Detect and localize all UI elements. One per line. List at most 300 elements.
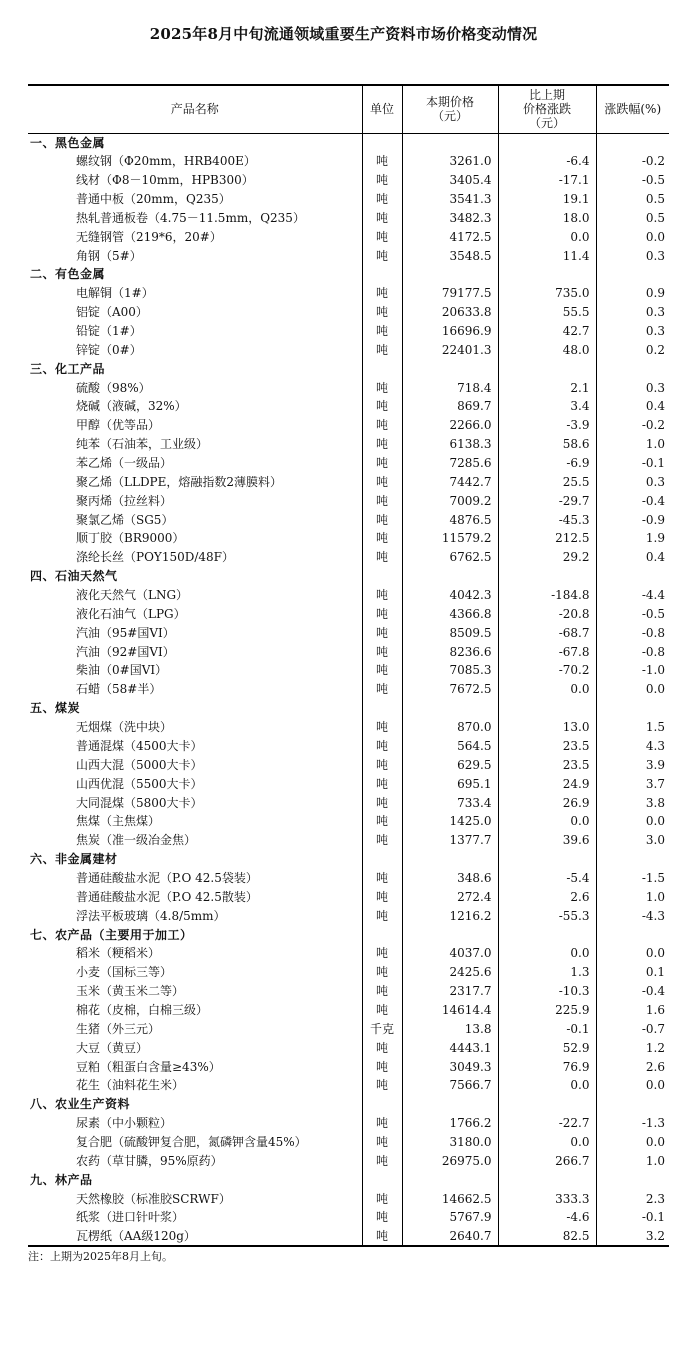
table-row	[28, 152, 669, 171]
category-price	[402, 1170, 498, 1189]
product-name: 石蜡（58#半）	[76, 682, 162, 697]
header-change-line-1: 比上期	[528, 88, 565, 103]
price-change: 25.5	[498, 472, 596, 491]
table-row	[28, 529, 669, 548]
category-change	[498, 265, 596, 284]
table-row	[28, 737, 669, 756]
unit: 吨	[362, 680, 402, 699]
category-change	[498, 925, 596, 944]
table-row	[28, 642, 669, 661]
table-row	[28, 1227, 669, 1246]
category-price	[402, 850, 498, 869]
table-row	[28, 208, 669, 227]
change-pct: 0.0	[596, 944, 669, 963]
unit: 吨	[362, 152, 402, 171]
table-row	[28, 604, 669, 623]
table-row	[28, 322, 669, 341]
change-pct: 3.9	[596, 755, 669, 774]
price-change: -20.8	[498, 604, 596, 623]
price-change: -3.9	[498, 416, 596, 435]
category-unit	[362, 925, 402, 944]
price-change: 23.5	[498, 755, 596, 774]
change-pct: 0.0	[596, 812, 669, 831]
table-row	[28, 831, 669, 850]
change-pct: 0.4	[596, 397, 669, 416]
header-change	[498, 85, 596, 133]
category-pct	[596, 567, 669, 586]
product-name: 无缝钢管（219*6，20#）	[76, 229, 222, 244]
unit: 吨	[362, 1208, 402, 1227]
unit: 吨	[362, 246, 402, 265]
table-row	[28, 982, 669, 1001]
change-pct: -0.1	[596, 1208, 669, 1227]
product-name: 硫酸（98%）	[76, 380, 151, 395]
product-name: 铝锭（A00）	[76, 305, 148, 320]
product-name: 尿素（中小颗粒）	[76, 1116, 173, 1131]
table-row	[28, 755, 669, 774]
current-price: 5767.9	[402, 1208, 498, 1227]
current-price: 26975.0	[402, 1151, 498, 1170]
price-change: 26.9	[498, 793, 596, 812]
product-name: 顺丁胶（BR9000）	[76, 531, 185, 546]
table-header	[28, 85, 669, 133]
table-row	[28, 1133, 669, 1152]
unit: 吨	[362, 322, 402, 341]
table-row	[28, 887, 669, 906]
product-name: 纸浆（进口针叶浆）	[76, 1210, 185, 1225]
price-change: 18.0	[498, 208, 596, 227]
category-pct	[596, 133, 669, 152]
category-pct	[596, 850, 669, 869]
price-change: 58.6	[498, 435, 596, 454]
unit: 吨	[362, 963, 402, 982]
category-unit	[362, 265, 402, 284]
price-change: 266.7	[498, 1151, 596, 1170]
table-row	[28, 1208, 669, 1227]
category-change	[498, 850, 596, 869]
product-name: 聚乙烯（LLDPE，熔融指数2薄膜料）	[76, 474, 283, 489]
table-row	[28, 1001, 669, 1020]
unit: 吨	[362, 1227, 402, 1246]
header-name: 产品名称	[28, 85, 362, 133]
product-name: 液化天然气（LNG）	[76, 588, 189, 603]
category-row	[28, 265, 669, 284]
change-pct: 0.4	[596, 548, 669, 567]
category-change	[498, 133, 596, 152]
current-price: 4172.5	[402, 227, 498, 246]
current-price: 20633.8	[402, 303, 498, 322]
header-unit: 单位	[362, 85, 402, 133]
table-row	[28, 680, 669, 699]
table-row	[28, 397, 669, 416]
change-pct: 0.0	[596, 227, 669, 246]
price-change: 0.0	[498, 1133, 596, 1152]
current-price: 7566.7	[402, 1076, 498, 1095]
category-label: 五、煤炭	[30, 701, 81, 716]
category-row	[28, 133, 669, 152]
price-change: 13.0	[498, 718, 596, 737]
current-price: 869.7	[402, 397, 498, 416]
product-name: 无烟煤（洗中块）	[76, 720, 173, 735]
change-pct: 0.0	[596, 1076, 669, 1095]
unit: 吨	[362, 1189, 402, 1208]
current-price: 3049.3	[402, 1057, 498, 1076]
table-row	[28, 190, 669, 209]
current-price: 8236.6	[402, 642, 498, 661]
table-row	[28, 1151, 669, 1170]
price-change: -6.9	[498, 454, 596, 473]
product-name: 复合肥（硫酸钾复合肥，氮磷钾含量45%）	[76, 1134, 307, 1149]
price-table	[28, 84, 669, 1247]
product-name: 豆粕（粗蛋白含量≥43%）	[76, 1059, 221, 1074]
current-price: 7085.3	[402, 661, 498, 680]
current-price: 16696.9	[402, 322, 498, 341]
category-change	[498, 1095, 596, 1114]
change-pct: -0.8	[596, 642, 669, 661]
category-label: 八、农业生产资料	[30, 1097, 131, 1112]
product-name: 聚丙烯（拉丝料）	[76, 493, 173, 508]
category-row	[28, 850, 669, 869]
change-pct: 3.2	[596, 1227, 669, 1246]
change-pct: 1.5	[596, 718, 669, 737]
change-pct: 3.8	[596, 793, 669, 812]
price-change: -29.7	[498, 491, 596, 510]
category-price	[402, 265, 498, 284]
current-price: 7672.5	[402, 680, 498, 699]
price-change: -67.8	[498, 642, 596, 661]
current-price: 564.5	[402, 737, 498, 756]
price-change: 19.1	[498, 190, 596, 209]
unit: 吨	[362, 1151, 402, 1170]
table-row	[28, 472, 669, 491]
change-pct: 1.9	[596, 529, 669, 548]
category-row	[28, 699, 669, 718]
table-row	[28, 1038, 669, 1057]
table-row	[28, 416, 669, 435]
product-name: 苯乙烯（一级品）	[76, 456, 173, 471]
product-name: 生猪（外三元）	[76, 1021, 161, 1036]
price-change: 55.5	[498, 303, 596, 322]
change-pct: -0.5	[596, 604, 669, 623]
change-pct: 0.0	[596, 1133, 669, 1152]
price-change: -68.7	[498, 623, 596, 642]
footnote: 注：上期为2025年8月上旬。	[28, 1250, 173, 1263]
category-unit	[362, 133, 402, 152]
unit: 吨	[362, 982, 402, 1001]
category-label: 四、石油天然气	[30, 569, 118, 584]
category-price	[402, 567, 498, 586]
price-change: 0.0	[498, 812, 596, 831]
current-price: 4037.0	[402, 944, 498, 963]
unit: 吨	[362, 906, 402, 925]
product-name: 稻米（粳稻米）	[76, 946, 161, 961]
category-pct	[596, 359, 669, 378]
table-row	[28, 171, 669, 190]
category-pct	[596, 1095, 669, 1114]
product-name: 大豆（黄豆）	[76, 1040, 149, 1055]
change-pct: -0.2	[596, 152, 669, 171]
price-change: 3.4	[498, 397, 596, 416]
price-change: -184.8	[498, 586, 596, 605]
change-pct: 0.3	[596, 378, 669, 397]
product-name: 汽油（95#国VI）	[76, 625, 175, 640]
unit: 吨	[362, 529, 402, 548]
product-name: 线材（Φ8－10mm，HPB300）	[76, 173, 254, 188]
header-price	[402, 85, 498, 133]
unit: 吨	[362, 1001, 402, 1020]
category-change	[498, 359, 596, 378]
price-change: 82.5	[498, 1227, 596, 1246]
current-price: 629.5	[402, 755, 498, 774]
price-change: 0.0	[498, 227, 596, 246]
category-label: 二、有色金属	[30, 267, 106, 282]
current-price: 3261.0	[402, 152, 498, 171]
table-row	[28, 435, 669, 454]
change-pct: 2.6	[596, 1057, 669, 1076]
table-row	[28, 548, 669, 567]
table-row	[28, 869, 669, 888]
unit: 吨	[362, 491, 402, 510]
current-price: 6138.3	[402, 435, 498, 454]
price-change: -6.4	[498, 152, 596, 171]
current-price: 2425.6	[402, 963, 498, 982]
category-unit	[362, 1095, 402, 1114]
table-row	[28, 227, 669, 246]
unit: 吨	[362, 944, 402, 963]
change-pct: 0.3	[596, 322, 669, 341]
product-name: 棉花（皮棉，白棉三级）	[76, 1002, 209, 1017]
product-name: 纯苯（石油苯，工业级）	[76, 437, 209, 452]
page-title: 2025年8月中旬流通领域重要生产资料市场价格变动情况	[149, 25, 538, 43]
price-change: 11.4	[498, 246, 596, 265]
table-row	[28, 944, 669, 963]
category-row	[28, 1095, 669, 1114]
unit: 吨	[362, 623, 402, 642]
category-change	[498, 699, 596, 718]
category-price	[402, 359, 498, 378]
current-price: 695.1	[402, 774, 498, 793]
table-row	[28, 1114, 669, 1133]
product-name: 天然橡胶（标准胶SCRWF）	[76, 1191, 231, 1206]
change-pct: -4.3	[596, 906, 669, 925]
unit: 吨	[362, 284, 402, 303]
price-change: 225.9	[498, 1001, 596, 1020]
change-pct: 4.3	[596, 737, 669, 756]
change-pct: 0.5	[596, 190, 669, 209]
price-change: 76.9	[498, 1057, 596, 1076]
change-pct: 0.5	[596, 208, 669, 227]
category-price	[402, 699, 498, 718]
category-unit	[362, 699, 402, 718]
change-pct: -1.5	[596, 869, 669, 888]
unit: 吨	[362, 642, 402, 661]
unit: 吨	[362, 208, 402, 227]
change-pct: 0.1	[596, 963, 669, 982]
change-pct: -0.5	[596, 171, 669, 190]
current-price: 13.8	[402, 1019, 498, 1038]
change-pct: -0.7	[596, 1019, 669, 1038]
unit: 吨	[362, 1076, 402, 1095]
table-row	[28, 718, 669, 737]
price-change: -55.3	[498, 906, 596, 925]
unit: 吨	[362, 812, 402, 831]
category-unit	[362, 567, 402, 586]
product-name: 玉米（黄玉米二等）	[76, 984, 185, 999]
product-name: 山西优混（5500大卡）	[76, 776, 203, 791]
category-price	[402, 133, 498, 152]
product-name: 聚氯乙烯（SG5）	[76, 512, 174, 527]
price-change: 52.9	[498, 1038, 596, 1057]
table-row	[28, 623, 669, 642]
unit: 吨	[362, 831, 402, 850]
price-change: 2.1	[498, 378, 596, 397]
current-price: 2266.0	[402, 416, 498, 435]
table-row	[28, 246, 669, 265]
product-name: 普通硅酸盐水泥（P.O 42.5散装）	[76, 889, 258, 904]
category-change	[498, 1170, 596, 1189]
current-price: 1766.2	[402, 1114, 498, 1133]
product-name: 液化石油气（LPG）	[76, 606, 186, 621]
category-row	[28, 359, 669, 378]
category-label: 六、非金属建材	[30, 852, 118, 867]
change-pct: 1.0	[596, 435, 669, 454]
table-row	[28, 510, 669, 529]
change-pct: 0.2	[596, 340, 669, 359]
current-price: 4443.1	[402, 1038, 498, 1057]
product-name: 焦炭（准一级冶金焦）	[76, 833, 197, 848]
price-change: 1.3	[498, 963, 596, 982]
current-price: 1425.0	[402, 812, 498, 831]
price-change: 2.6	[498, 887, 596, 906]
change-pct: 2.3	[596, 1189, 669, 1208]
product-name: 焦煤（主焦煤）	[76, 814, 161, 829]
product-name: 小麦（国标三等）	[76, 965, 173, 980]
price-change: -22.7	[498, 1114, 596, 1133]
unit: 吨	[362, 548, 402, 567]
current-price: 4042.3	[402, 586, 498, 605]
current-price: 4876.5	[402, 510, 498, 529]
table-row	[28, 1019, 669, 1038]
change-pct: 1.6	[596, 1001, 669, 1020]
current-price: 718.4	[402, 378, 498, 397]
change-pct: 3.7	[596, 774, 669, 793]
change-pct: 0.9	[596, 284, 669, 303]
change-pct: 3.0	[596, 831, 669, 850]
product-name: 螺纹钢（Φ20mm，HRB400E）	[76, 154, 256, 169]
price-change: 42.7	[498, 322, 596, 341]
category-row	[28, 567, 669, 586]
unit: 吨	[362, 1114, 402, 1133]
price-change: 0.0	[498, 944, 596, 963]
category-pct	[596, 265, 669, 284]
product-name: 普通中板（20mm，Q235）	[76, 192, 231, 206]
unit: 吨	[362, 774, 402, 793]
unit: 吨	[362, 510, 402, 529]
current-price: 3405.4	[402, 171, 498, 190]
table-row	[28, 906, 669, 925]
table-body	[28, 133, 669, 1246]
product-name: 花生（油料花生米）	[76, 1078, 185, 1093]
unit: 吨	[362, 586, 402, 605]
unit: 吨	[362, 1133, 402, 1152]
change-pct: -0.9	[596, 510, 669, 529]
header-change-line-2: 价格涨跌	[522, 102, 571, 117]
unit: 吨	[362, 340, 402, 359]
current-price: 11579.2	[402, 529, 498, 548]
price-change: 735.0	[498, 284, 596, 303]
current-price: 1377.7	[402, 831, 498, 850]
header-price-line-2: （元）	[431, 109, 468, 124]
price-change: -17.1	[498, 171, 596, 190]
table-row	[28, 378, 669, 397]
table-row	[28, 454, 669, 473]
change-pct: 1.0	[596, 1151, 669, 1170]
category-unit	[362, 850, 402, 869]
category-unit	[362, 1170, 402, 1189]
current-price: 870.0	[402, 718, 498, 737]
product-name: 大同混煤（5800大卡）	[76, 795, 203, 810]
change-pct: -0.1	[596, 454, 669, 473]
unit: 千克	[362, 1019, 402, 1038]
product-name: 汽油（92#国VI）	[76, 644, 175, 659]
product-name: 角钢（5#）	[76, 248, 142, 263]
table-row	[28, 586, 669, 605]
current-price: 3541.3	[402, 190, 498, 209]
change-pct: -0.4	[596, 491, 669, 510]
unit: 吨	[362, 887, 402, 906]
unit: 吨	[362, 755, 402, 774]
table-row	[28, 1189, 669, 1208]
table-row	[28, 793, 669, 812]
category-unit	[362, 359, 402, 378]
unit: 吨	[362, 604, 402, 623]
current-price: 3548.5	[402, 246, 498, 265]
unit: 吨	[362, 472, 402, 491]
price-change: 24.9	[498, 774, 596, 793]
product-name: 甲醇（优等品）	[76, 418, 161, 433]
price-change: -70.2	[498, 661, 596, 680]
table-row	[28, 340, 669, 359]
category-change	[498, 567, 596, 586]
current-price: 6762.5	[402, 548, 498, 567]
product-name: 铅锭（1#）	[76, 324, 142, 339]
product-name: 锌锭（0#）	[76, 342, 142, 357]
price-change: 39.6	[498, 831, 596, 850]
current-price: 272.4	[402, 887, 498, 906]
change-pct: -0.2	[596, 416, 669, 435]
price-change: 0.0	[498, 1076, 596, 1095]
unit: 吨	[362, 1038, 402, 1057]
price-change: -5.4	[498, 869, 596, 888]
unit: 吨	[362, 454, 402, 473]
price-change: 48.0	[498, 340, 596, 359]
table-row	[28, 661, 669, 680]
price-change: -4.6	[498, 1208, 596, 1227]
current-price: 733.4	[402, 793, 498, 812]
current-price: 3180.0	[402, 1133, 498, 1152]
table-row	[28, 774, 669, 793]
unit: 吨	[362, 227, 402, 246]
unit: 吨	[362, 661, 402, 680]
current-price: 2317.7	[402, 982, 498, 1001]
category-label: 七、农产品（主要用于加工）	[30, 927, 193, 942]
table-row	[28, 491, 669, 510]
current-price: 1216.2	[402, 906, 498, 925]
unit: 吨	[362, 718, 402, 737]
product-name: 热轧普通板卷（4.75－11.5mm，Q235）	[76, 210, 305, 225]
price-change: -45.3	[498, 510, 596, 529]
current-price: 4366.8	[402, 604, 498, 623]
